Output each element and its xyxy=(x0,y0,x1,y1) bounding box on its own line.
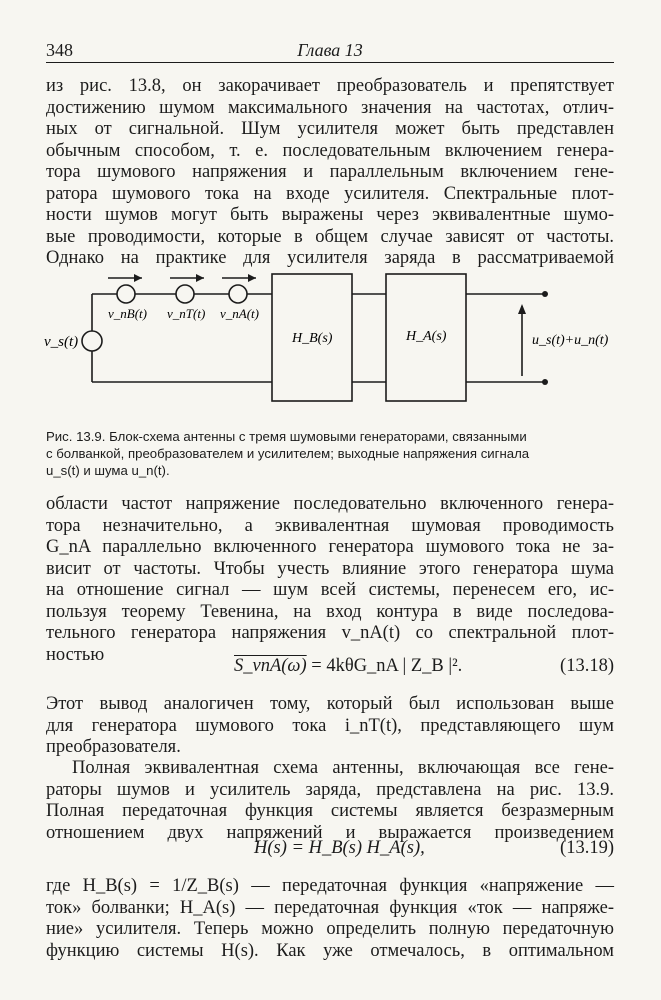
noise-generator-3 xyxy=(229,285,247,303)
eq-13-18-lhs: S_vnA(ω) xyxy=(234,656,307,676)
page-header xyxy=(46,38,614,63)
paragraph-2 xyxy=(46,494,614,666)
gen-2-label: v_nT(t) xyxy=(167,306,206,321)
eq-13-18-rhs: = 4kθG_nA | Z_B |². xyxy=(311,656,463,676)
text-line: из рис. 13.8, он закорачивает преобразователь и препятствует xyxy=(46,76,614,96)
text-line: преобразователя. xyxy=(46,737,181,757)
output-terminal-top xyxy=(542,291,548,297)
output-terminal-bottom xyxy=(542,379,548,385)
text-line: тора шумового напряжения и параллельным включением гене- xyxy=(46,162,614,182)
text-line: отношением двух напряжений и выражается произведением xyxy=(46,822,614,843)
text-line: Однако на практике для усилителя заряда в рассматриваемой xyxy=(46,248,614,268)
text-line: ных от сигнальной. Шум усилителя может быть представлен xyxy=(46,119,614,139)
eq-13-19-number: (13.19) xyxy=(560,838,614,858)
eq-13-18-number: (13.18) xyxy=(560,656,614,676)
output-label: u_s(t)+u_n(t) xyxy=(532,333,609,348)
block-hb-label: H_B(s) xyxy=(292,331,333,346)
text-line: Полная эквивалентная схема антенны, включающая все гене- xyxy=(72,758,614,778)
paragraph-5 xyxy=(46,876,614,962)
equation-13-18 xyxy=(46,656,614,680)
input-label: v_s(t) xyxy=(44,334,79,350)
paragraph-4 xyxy=(46,758,614,844)
text-line: на отношение сигнал — шум всей системы, перенесем его, ис- xyxy=(46,580,614,600)
text-line: для генератора шумового тока i_nT(t), представляющего шум xyxy=(46,715,614,736)
text-line: ратора шумового тока на входе усилителя. Спектральные плот- xyxy=(46,183,614,204)
block-ha-label: H_A(s) xyxy=(406,329,447,344)
text-line: раторы шумов и усилитель заряда, представлена на рис. 13.9. xyxy=(46,779,614,800)
noise-generator-1 xyxy=(117,285,135,303)
caption-line: u_s(t) и шума u_n(t). xyxy=(46,463,170,478)
gen-3-label: v_nA(t) xyxy=(220,306,259,321)
gen-1-label: v_nB(t) xyxy=(108,306,147,321)
text-line: достижению шумом максимального значения на частотах, отлич- xyxy=(46,97,614,118)
paragraph-1 xyxy=(46,76,614,270)
text-line: ностью xyxy=(46,644,105,665)
text-line: G_nA параллельно включенного генератора шумового тока не за- xyxy=(46,537,614,557)
equation-13-19 xyxy=(46,838,614,862)
text-line: ние» усилителя. Теперь можно определить полную передаточную xyxy=(46,919,614,939)
noise-generator-2 xyxy=(176,285,194,303)
running-head: Глава 13 xyxy=(297,40,363,60)
text-line: Этот вывод аналогичен тому, который был использован выше xyxy=(46,694,614,714)
input-source-circle xyxy=(82,331,102,351)
block-diagram xyxy=(44,264,630,404)
text-line: Полная передаточная функция системы является безразмерным xyxy=(46,801,614,821)
text-line: тельного генератора напряжения v_nA(t) со спектральной плот- xyxy=(46,623,614,643)
figure-caption xyxy=(46,428,614,479)
eq-13-19-expr: H(s) = H_B(s) H_A(s), xyxy=(254,838,425,858)
text-line: ток» болванки; H_A(s) — передаточная функция «ток — напряже- xyxy=(46,897,614,918)
text-line: области частот напряжение последовательно включенного генера- xyxy=(46,494,614,514)
paragraph-3 xyxy=(46,694,614,759)
text-line: тора незначительно, а эквивалентная шумовая проводимость xyxy=(46,515,614,536)
text-line: функцию системы H(s). Как уже отмечалось, в оптимальном xyxy=(46,940,614,961)
text-line: пользуя теорему Тевенина, на вход контура в виде последова- xyxy=(46,601,614,622)
text-line: обычным способом, т. е. последовательным включением генера- xyxy=(46,140,614,161)
caption-line: Рис. 13.9. Блок-схема антенны с тремя шумовыми генераторами, связанными xyxy=(46,429,527,444)
text-line: висит от частоты. Чтобы учесть влияние этого генератора шума xyxy=(46,558,614,579)
caption-line: с болванкой, преобразователем и усилителем; выходные напряжения сигнала xyxy=(46,446,530,461)
page-number: 348 xyxy=(46,40,73,60)
text-line: ности шумов могут быть выражены через эквивалентные шумо- xyxy=(46,205,614,225)
text-line: где H_B(s) = 1/Z_B(s) — передаточная функция «напряжение — xyxy=(46,876,614,896)
text-line: вые проводимости, которые в общем случае зависят от частоты. xyxy=(46,226,614,247)
